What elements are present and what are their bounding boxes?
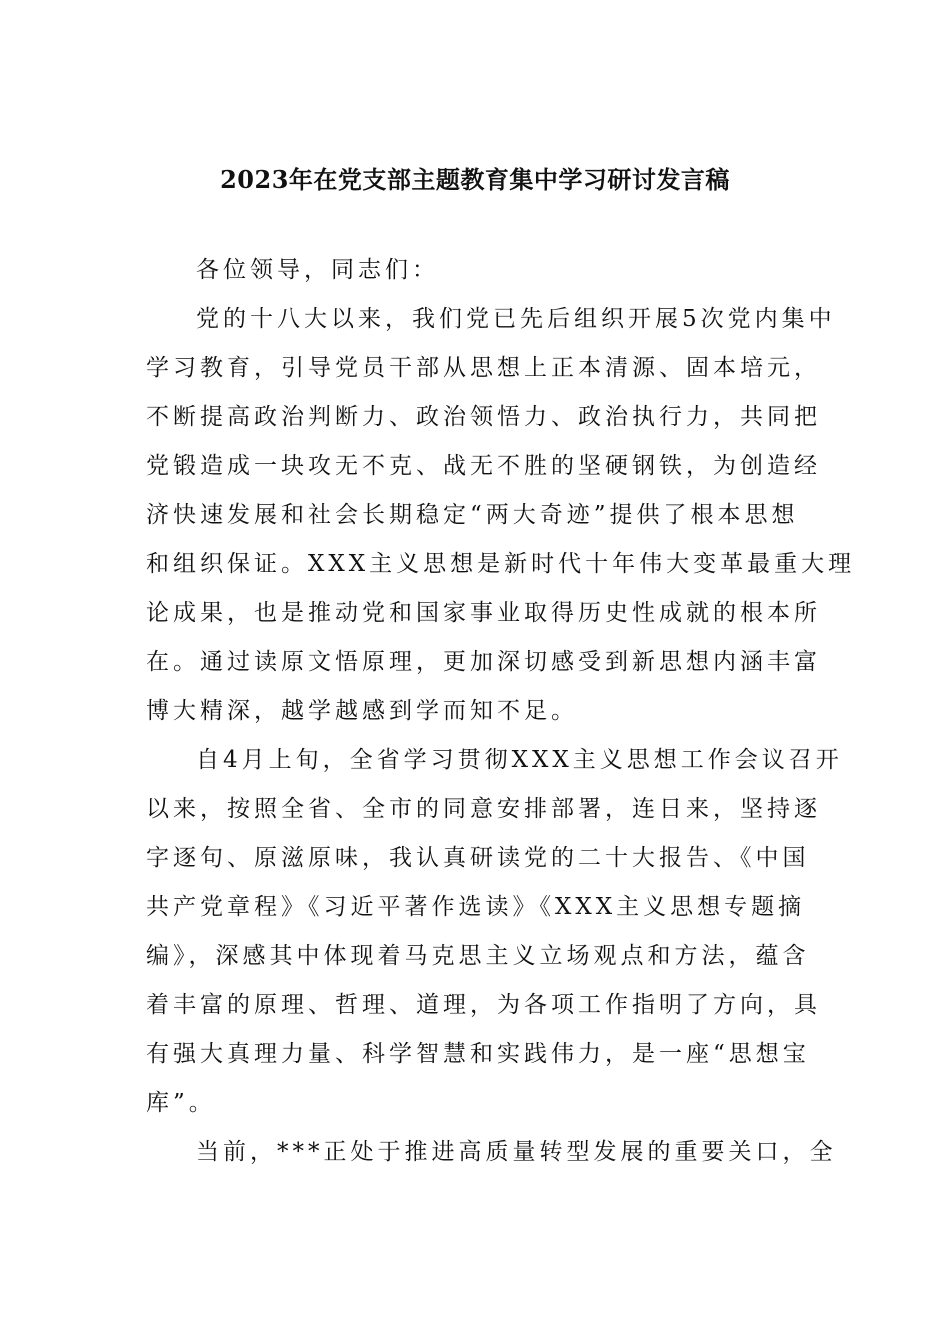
paragraph — [146, 295, 856, 736]
text-line: 着丰富的原理、哲理、道理，为各项工作指明了方向，具 — [146, 992, 821, 1018]
text-line: 以来，按照全省、全市的同意安排部署，连日来，坚持逐 — [146, 796, 821, 822]
text-line: 济快速发展和社会长期稳定“两大奇迹”提供了根本思想 — [146, 502, 799, 528]
text-line: 编》，深感其中体现着马克思主义立场观点和方法，蕴含 — [146, 943, 810, 969]
text-line: 共产党章程》《习近平著作选读》《XXX主义思想专题摘 — [146, 894, 806, 920]
document-body — [146, 246, 856, 1177]
text-line: 当前，***正处于推进高质量转型发展的重要关口，全 — [196, 1139, 837, 1165]
paragraph-salutation — [146, 246, 806, 295]
text-line: 有强大真理力量、科学智慧和实践伟力，是一座“思想宝 — [146, 1041, 810, 1067]
document-title: 2023年在党支部主题教育集中学习研讨发言稿 — [220, 165, 730, 194]
text-line: 字逐句、原滋原味，我认真研读党的二十大报告、《中国 — [146, 845, 810, 871]
text-line: 自4月上旬，全省学习贯彻XXX主义思想工作会议召开 — [196, 747, 843, 773]
text-line: 学习教育，引导党员干部从思想上正本清源、固本培元， — [146, 355, 821, 381]
text-line: 论成果，也是推动党和国家事业取得历史性成就的根本所 — [146, 600, 821, 626]
text-line: 和组织保证。XXX主义思想是新时代十年伟大变革最重大理 — [146, 551, 856, 577]
text-line: 党锻造成一块攻无不克、战无不胜的坚硬钢铁，为创造经 — [146, 453, 821, 479]
paragraph — [146, 1128, 837, 1177]
text-line: 在。通过读原文悟原理，更加深切感受到新思想内涵丰富 — [146, 649, 821, 675]
text-line: 库”。 — [146, 1090, 216, 1116]
text-line: 博大精深，越学越感到学而知不足。 — [146, 698, 578, 724]
text-line: 各位领导，同志们： — [196, 257, 439, 283]
paragraph — [146, 736, 843, 1128]
text-line: 党的十八大以来，我们党已先后组织开展5次党内集中 — [196, 306, 836, 332]
text-line: 不断提高政治判断力、政治领悟力、政治执行力，共同把 — [146, 404, 821, 430]
